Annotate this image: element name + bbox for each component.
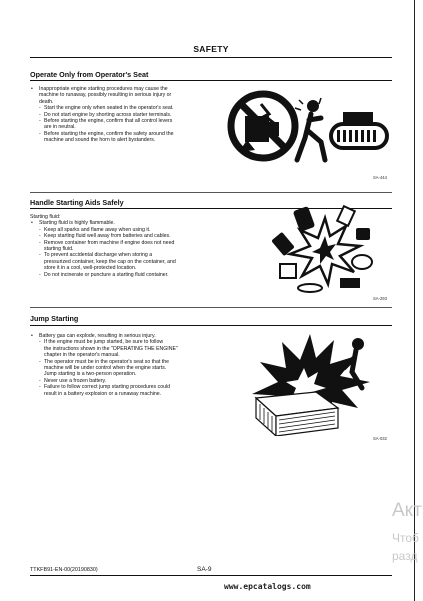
body-line: machine and sound the horn to alert bystanders. <box>44 137 156 144</box>
body-line: - If the engine must be jump started, be sure to follow <box>30 339 235 345</box>
body-line: - Never use a frozen battery. <box>30 378 235 384</box>
no-shorting-starter-illustration <box>225 80 393 170</box>
body-line: death. <box>39 98 54 105</box>
body-line: chapter in the operator's manual. <box>44 352 120 359</box>
body-line: - Remove container from machine if engine does not need <box>30 240 235 246</box>
section-title-operate-from-seat: Operate Only from Operator's Seat <box>30 70 149 79</box>
section-divider <box>30 307 392 308</box>
body-line: Starting fluid: <box>30 214 61 220</box>
section-body-starting-aids <box>30 214 235 278</box>
battery-explosion-illustration <box>246 332 374 436</box>
body-line: starting fluid. <box>44 246 74 253</box>
body-line: - Keep all sparks and flame away when using it. <box>30 227 235 233</box>
body-line: - The operator must be in the operator's seat so that the <box>30 359 235 365</box>
illustration-code-sa032: SA-032 <box>373 436 387 441</box>
body-line: machine to runaway, possibly resulting in serious injury or <box>39 92 172 99</box>
body-line: Jump starting is a two-person operation. <box>44 371 137 378</box>
body-line: - Before starting the engine, confirm the safety around the <box>30 131 235 137</box>
section-title-jump-starting: Jump Starting <box>30 314 79 323</box>
footer-page-number: SA-9 <box>197 566 212 573</box>
body-line: - Do not incinerate or puncture a starting fluid container. <box>30 272 235 278</box>
body-line: the instructions shown in the "OPERATING THE ENGINE" <box>44 345 178 352</box>
body-line: - Failure to follow correct jump starting procedures could <box>30 384 235 390</box>
section-rule <box>30 325 392 326</box>
body-line: • Inappropriate engine starting procedures may cause the <box>30 86 235 92</box>
illustration-code-sa444: SA-444 <box>373 175 387 180</box>
footer-rule <box>30 575 392 576</box>
body-line: • Starting fluid is highly flammable. <box>30 220 235 226</box>
watermark-line-2: Чтоб <box>392 531 419 545</box>
header-rule <box>30 57 392 58</box>
body-line: - Before starting the engine, confirm that all control levers <box>30 118 235 124</box>
illustration-code-sa293: SA-293 <box>373 296 387 301</box>
section-body-operate-from-seat <box>30 86 235 144</box>
body-line: - To prevent accidental discharge when storing a <box>30 252 235 258</box>
section-title-starting-aids: Handle Starting Aids Safely <box>30 198 124 207</box>
website-watermark: www.epcatalogs.com <box>224 582 311 591</box>
body-line: are in neutral. <box>44 124 76 131</box>
watermark-line-1: Акт <box>392 500 422 521</box>
section-body-jump-starting <box>30 333 235 397</box>
body-line: - Keep starting fluid well away from batteries and cables. <box>30 233 235 239</box>
watermark-line-3: разд <box>392 549 418 563</box>
body-line: result in a battery explosion or a runaway machine. <box>44 390 162 397</box>
body-line: store it in a cool, well-protected location. <box>44 265 137 272</box>
starting-fluid-explosion-illustration <box>270 204 380 296</box>
section-divider <box>30 192 392 193</box>
body-line: machine will be under control when the engine starts. <box>44 365 167 372</box>
body-line: - Do not start engine by shorting across starter terminals. <box>30 112 235 118</box>
body-line: - Start the engine only when seated in the operator's seat. <box>30 105 235 111</box>
footer-doc-id: TTKFB91-EN-00(20190830) <box>30 567 98 573</box>
body-line: • Battery gas can explode, resulting in serious injury. <box>30 333 235 339</box>
body-line: pressurized container, keep the cap on the container, and <box>44 258 176 265</box>
page-header-title: SAFETY <box>193 44 229 54</box>
